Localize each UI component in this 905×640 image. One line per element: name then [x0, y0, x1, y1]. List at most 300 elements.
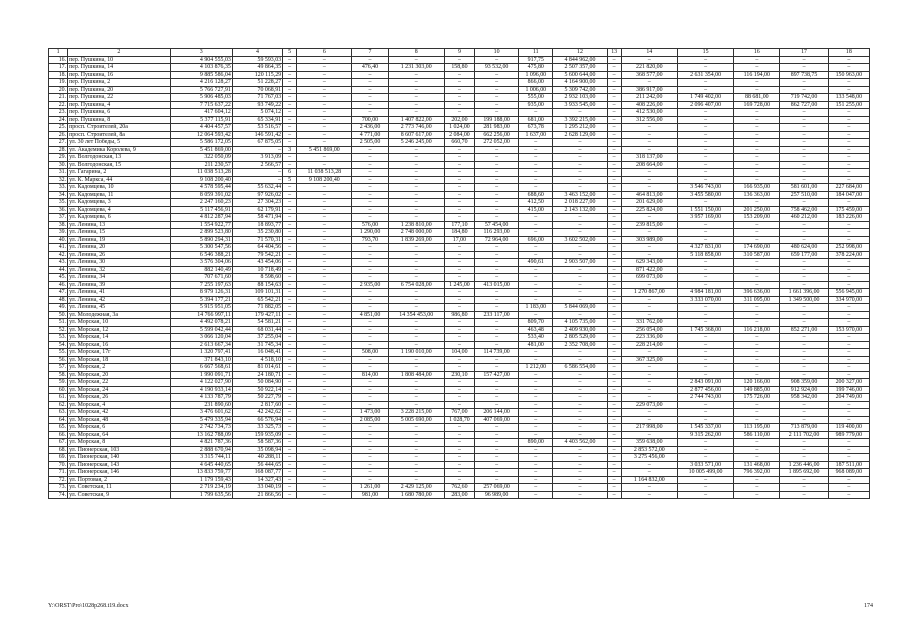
- address-cell: просп. Строителей, 20а: [68, 124, 170, 132]
- value-cell: –: [297, 356, 352, 364]
- value-cell: 33 325,73: [232, 424, 282, 432]
- value-cell: –: [621, 244, 677, 252]
- value-cell: –: [780, 439, 828, 447]
- value-cell: –: [232, 176, 282, 184]
- value-cell: –: [607, 236, 621, 244]
- value-cell: –: [677, 446, 733, 454]
- value-cell: –: [677, 64, 733, 72]
- value-cell: –: [780, 131, 828, 139]
- value-cell: –: [388, 56, 444, 64]
- value-cell: 4 404 457,57: [170, 124, 232, 132]
- value-cell: 2 744 743,00: [677, 394, 733, 402]
- value-cell: 257 510,00: [780, 191, 828, 199]
- value-cell: 1 637,00: [519, 131, 553, 139]
- value-cell: 386 917,00: [621, 86, 677, 94]
- value-cell: 8 979 126,31: [170, 289, 232, 297]
- row-number-cell: 52.: [49, 326, 68, 334]
- value-cell: –: [621, 169, 677, 177]
- value-cell: 256 054,00: [621, 326, 677, 334]
- value-cell: 37 255,04: [232, 334, 282, 342]
- value-cell: –: [607, 364, 621, 372]
- value-cell: –: [352, 71, 388, 79]
- value-cell: 6 754 028,00: [388, 281, 444, 289]
- value-cell: 229 073,00: [621, 401, 677, 409]
- value-cell: –: [607, 341, 621, 349]
- value-cell: –: [734, 124, 780, 132]
- value-cell: –: [734, 116, 780, 124]
- value-cell: –: [607, 191, 621, 199]
- value-cell: –: [607, 289, 621, 297]
- value-cell: 707 671,60: [170, 274, 232, 282]
- value-cell: –: [444, 394, 474, 402]
- value-cell: 378 224,00: [828, 251, 869, 259]
- value-cell: –: [828, 116, 869, 124]
- value-cell: 762,60: [444, 484, 474, 492]
- value-cell: –: [553, 244, 607, 252]
- value-cell: –: [607, 71, 621, 79]
- value-cell: 908 359,00: [780, 379, 828, 387]
- value-cell: 4 984 181,00: [677, 289, 733, 297]
- row-number-cell: 55.: [49, 349, 68, 357]
- value-cell: –: [352, 214, 388, 222]
- value-cell: 6 546 388,21: [170, 251, 232, 259]
- value-cell: 1 261,00: [352, 484, 388, 492]
- value-cell: –: [388, 266, 444, 274]
- value-cell: 1 024,00: [444, 124, 474, 132]
- row-number-cell: 66.: [49, 431, 68, 439]
- value-cell: 2 719 234,19: [170, 484, 232, 492]
- address-cell: ул. Морская, 16: [68, 341, 170, 349]
- value-cell: 871 422,00: [621, 266, 677, 274]
- value-cell: 2 505,00: [352, 139, 388, 147]
- value-cell: 696,00: [519, 236, 553, 244]
- column-header-9: 9: [444, 49, 474, 57]
- value-cell: –: [297, 401, 352, 409]
- value-cell: 8 059 391,02: [170, 191, 232, 199]
- value-cell: –: [734, 446, 780, 454]
- value-cell: 79 542,21: [232, 251, 282, 259]
- value-cell: –: [519, 251, 553, 259]
- value-cell: 334 970,00: [828, 296, 869, 304]
- value-cell: 113 195,00: [734, 424, 780, 432]
- value-cell: 3 913,09: [232, 154, 282, 162]
- value-cell: –: [621, 79, 677, 87]
- value-cell: 1 183,00: [519, 304, 553, 312]
- value-cell: 42 242,62: [232, 409, 282, 417]
- table-row: [49, 446, 870, 454]
- value-cell: 1 799 635,56: [170, 491, 232, 499]
- value-cell: 221 820,00: [621, 64, 677, 72]
- value-cell: –: [734, 86, 780, 94]
- value-cell: 14 327,43: [232, 476, 282, 484]
- value-cell: 4 821 787,36: [170, 439, 232, 447]
- value-cell: 50 227,79: [232, 394, 282, 402]
- value-cell: –: [444, 184, 474, 192]
- value-cell: 4 844 962,00: [553, 56, 607, 64]
- value-cell: –: [780, 86, 828, 94]
- value-cell: –: [519, 161, 553, 169]
- value-cell: 2 429 125,00: [388, 484, 444, 492]
- value-cell: –: [352, 326, 388, 334]
- value-cell: –: [607, 251, 621, 259]
- value-cell: –: [444, 364, 474, 372]
- value-cell: –: [352, 289, 388, 297]
- value-cell: –: [553, 461, 607, 469]
- value-cell: –: [388, 109, 444, 117]
- value-cell: –: [780, 229, 828, 237]
- value-cell: –: [677, 334, 733, 342]
- row-number-cell: 37.: [49, 214, 68, 222]
- value-cell: –: [553, 349, 607, 357]
- value-cell: –: [677, 349, 733, 357]
- value-cell: 116 194,00: [734, 71, 780, 79]
- value-cell: 53 516,57: [232, 124, 282, 132]
- value-cell: –: [475, 94, 519, 102]
- value-cell: –: [780, 116, 828, 124]
- value-cell: –: [297, 56, 352, 64]
- value-cell: –: [677, 161, 733, 169]
- value-cell: –: [734, 274, 780, 282]
- value-cell: 120 115,29: [232, 71, 282, 79]
- value-cell: –: [677, 454, 733, 462]
- value-cell: 17,00: [444, 236, 474, 244]
- address-cell: пер. Пушкина, 4: [68, 101, 170, 109]
- value-cell: 303 989,00: [621, 236, 677, 244]
- value-cell: 4 771,00: [352, 131, 388, 139]
- table-row: [49, 251, 870, 259]
- value-cell: 688,60: [519, 191, 553, 199]
- table-row: [49, 214, 870, 222]
- value-cell: –: [352, 424, 388, 432]
- value-cell: –: [283, 154, 297, 162]
- value-cell: 2 096 407,00: [677, 101, 733, 109]
- value-cell: 3 476 601,62: [170, 409, 232, 417]
- value-cell: –: [519, 289, 553, 297]
- row-number-cell: 42.: [49, 251, 68, 259]
- value-cell: –: [621, 371, 677, 379]
- value-cell: 4 904 555,03: [170, 56, 232, 64]
- address-cell: ул. Кадомцева, 11: [68, 191, 170, 199]
- row-number-cell: 51.: [49, 319, 68, 327]
- value-cell: 368 577,00: [621, 71, 677, 79]
- value-cell: –: [677, 281, 733, 289]
- value-cell: –: [734, 56, 780, 64]
- value-cell: 3: [283, 146, 297, 154]
- value-cell: –: [519, 379, 553, 387]
- address-cell: ул. Морская, 18: [68, 356, 170, 364]
- value-cell: –: [828, 169, 869, 177]
- value-cell: –: [621, 431, 677, 439]
- value-cell: –: [519, 484, 553, 492]
- value-cell: 2 742 734,73: [170, 424, 232, 432]
- value-cell: –: [388, 199, 444, 207]
- value-cell: –: [297, 259, 352, 267]
- value-cell: –: [388, 154, 444, 162]
- value-cell: 1 545 337,00: [677, 424, 733, 432]
- value-cell: –: [607, 484, 621, 492]
- value-cell: –: [444, 401, 474, 409]
- value-cell: –: [780, 199, 828, 207]
- value-cell: –: [553, 161, 607, 169]
- row-number-cell: 65.: [49, 424, 68, 432]
- value-cell: –: [519, 401, 553, 409]
- value-cell: 5 906 485,03: [170, 94, 232, 102]
- value-cell: –: [297, 109, 352, 117]
- value-cell: 2 888 670,94: [170, 446, 232, 454]
- row-number-cell: 26.: [49, 131, 68, 139]
- row-number-cell: 41.: [49, 244, 68, 252]
- address-cell: ул. Кадомцева, 4: [68, 206, 170, 214]
- value-cell: –: [352, 154, 388, 162]
- value-cell: –: [297, 191, 352, 199]
- value-cell: –: [283, 424, 297, 432]
- row-number-cell: 39.: [49, 229, 68, 237]
- address-cell: ул. Ленина, 32: [68, 266, 170, 274]
- value-cell: 4 216 128,27: [170, 79, 232, 87]
- table-row: [49, 341, 870, 349]
- value-cell: –: [519, 154, 553, 162]
- value-cell: –: [388, 184, 444, 192]
- value-cell: –: [780, 169, 828, 177]
- value-cell: 109 101,31: [232, 289, 282, 297]
- table-row: [49, 206, 870, 214]
- column-header-14: 14: [621, 49, 677, 57]
- value-cell: 179 427,11: [232, 311, 282, 319]
- value-cell: 50 922,14: [232, 386, 282, 394]
- address-cell: ул. Ленина, 42: [68, 296, 170, 304]
- value-cell: 10 005 499,00: [677, 469, 733, 477]
- value-cell: –: [621, 184, 677, 192]
- value-cell: 5 600 644,00: [553, 71, 607, 79]
- value-cell: –: [388, 169, 444, 177]
- value-cell: –: [475, 326, 519, 334]
- value-cell: –: [780, 109, 828, 117]
- value-cell: –: [283, 236, 297, 244]
- value-cell: –: [734, 304, 780, 312]
- value-cell: –: [388, 176, 444, 184]
- address-cell: ул. Волгодонская, 13: [68, 154, 170, 162]
- value-cell: –: [283, 326, 297, 334]
- value-cell: 6 667 568,61: [170, 364, 232, 372]
- address-cell: ул. Морская, 64: [68, 431, 170, 439]
- value-cell: –: [553, 491, 607, 499]
- value-cell: –: [475, 469, 519, 477]
- value-cell: –: [444, 476, 474, 484]
- value-cell: –: [553, 221, 607, 229]
- value-cell: –: [828, 371, 869, 379]
- value-cell: –: [297, 484, 352, 492]
- value-cell: –: [621, 349, 677, 357]
- table-row: [49, 454, 870, 462]
- value-cell: –: [677, 439, 733, 447]
- value-cell: –: [734, 161, 780, 169]
- value-cell: –: [621, 469, 677, 477]
- value-cell: –: [444, 259, 474, 267]
- row-number-cell: 53.: [49, 334, 68, 342]
- address-cell: ул. Морская, 22: [68, 379, 170, 387]
- value-cell: –: [444, 244, 474, 252]
- value-cell: –: [621, 484, 677, 492]
- value-cell: –: [283, 199, 297, 207]
- value-cell: –: [828, 259, 869, 267]
- value-cell: 586 110,00: [734, 431, 780, 439]
- table-row: [49, 161, 870, 169]
- value-cell: –: [734, 169, 780, 177]
- value-cell: 51 228,27: [232, 79, 282, 87]
- value-cell: 359 638,00: [621, 439, 677, 447]
- value-cell: 556 945,00: [828, 289, 869, 297]
- value-cell: –: [828, 139, 869, 147]
- address-cell: пер. Пушкина, 10: [68, 56, 170, 64]
- value-cell: 3 576 304,06: [170, 259, 232, 267]
- value-cell: 3 455 580,00: [677, 191, 733, 199]
- value-cell: –: [475, 169, 519, 177]
- value-cell: –: [607, 319, 621, 327]
- value-cell: 3 957 169,00: [677, 214, 733, 222]
- value-cell: 66 576,94: [232, 416, 282, 424]
- value-cell: 882 140,49: [170, 266, 232, 274]
- value-cell: 97 926,02: [232, 191, 282, 199]
- value-cell: –: [283, 364, 297, 372]
- value-cell: –: [475, 386, 519, 394]
- value-cell: –: [677, 146, 733, 154]
- value-cell: –: [297, 454, 352, 462]
- value-cell: –: [677, 109, 733, 117]
- value-cell: –: [519, 229, 553, 237]
- value-cell: 1 407 822,00: [388, 116, 444, 124]
- address-cell: ул. Советская, 11: [68, 484, 170, 492]
- row-number-cell: 33.: [49, 184, 68, 192]
- value-cell: –: [677, 371, 733, 379]
- value-cell: –: [475, 56, 519, 64]
- value-cell: –: [444, 326, 474, 334]
- value-cell: –: [621, 364, 677, 372]
- value-cell: 371 843,10: [170, 356, 232, 364]
- value-cell: –: [283, 56, 297, 64]
- value-cell: –: [734, 259, 780, 267]
- table-row: [49, 184, 870, 192]
- value-cell: –: [607, 334, 621, 342]
- value-cell: –: [519, 454, 553, 462]
- value-cell: –: [388, 326, 444, 334]
- value-cell: 11 038 513,28: [170, 169, 232, 177]
- value-cell: 67 875,05: [232, 139, 282, 147]
- row-number-cell: 59.: [49, 379, 68, 387]
- value-cell: –: [283, 334, 297, 342]
- value-cell: –: [780, 161, 828, 169]
- row-number-cell: 69.: [49, 454, 68, 462]
- value-cell: 2 507 357,00: [553, 64, 607, 72]
- value-cell: –: [553, 386, 607, 394]
- value-cell: 1 236 446,00: [780, 461, 828, 469]
- value-cell: –: [519, 274, 553, 282]
- value-cell: 2 628 129,00: [553, 131, 607, 139]
- value-cell: 331 762,00: [621, 319, 677, 327]
- value-cell: 415,00: [519, 206, 553, 214]
- value-cell: 1 808 484,00: [388, 371, 444, 379]
- value-cell: –: [475, 266, 519, 274]
- value-cell: –: [352, 334, 388, 342]
- value-cell: 862 727,00: [780, 101, 828, 109]
- value-cell: –: [297, 64, 352, 72]
- value-cell: –: [780, 281, 828, 289]
- value-cell: –: [475, 454, 519, 462]
- value-cell: –: [297, 116, 352, 124]
- table-row: [49, 461, 870, 469]
- value-cell: –: [519, 469, 553, 477]
- value-cell: –: [388, 439, 444, 447]
- value-cell: –: [780, 304, 828, 312]
- value-cell: 6: [283, 169, 297, 177]
- value-cell: 700,00: [352, 116, 388, 124]
- value-cell: 223 336,00: [621, 334, 677, 342]
- value-cell: 5 766 727,91: [170, 86, 232, 94]
- value-cell: –: [607, 409, 621, 417]
- value-cell: 200 327,00: [828, 379, 869, 387]
- value-cell: –: [677, 176, 733, 184]
- value-cell: 935,00: [519, 101, 553, 109]
- value-cell: 852 271,00: [780, 326, 828, 334]
- value-cell: –: [388, 379, 444, 387]
- value-cell: 174 690,00: [734, 244, 780, 252]
- value-cell: –: [677, 341, 733, 349]
- address-cell: ул. Портовая, 2: [68, 476, 170, 484]
- table-row: [49, 266, 870, 274]
- table-row: [49, 401, 870, 409]
- value-cell: –: [444, 379, 474, 387]
- value-cell: 202,00: [444, 116, 474, 124]
- value-cell: 890,00: [519, 439, 553, 447]
- value-cell: –: [734, 154, 780, 162]
- value-cell: 3 933 545,00: [553, 101, 607, 109]
- address-cell: ул. Морская, 17г: [68, 349, 170, 357]
- value-cell: –: [519, 349, 553, 357]
- value-cell: 2 877 456,00: [677, 386, 733, 394]
- value-cell: 104,00: [444, 349, 474, 357]
- value-cell: –: [475, 461, 519, 469]
- value-cell: 3 275 456,00: [621, 454, 677, 462]
- value-cell: 2 899 523,80: [170, 229, 232, 237]
- value-cell: –: [828, 86, 869, 94]
- value-cell: 2 085,00: [352, 416, 388, 424]
- value-cell: –: [475, 101, 519, 109]
- row-number-cell: 16.: [49, 56, 68, 64]
- value-cell: –: [677, 131, 733, 139]
- value-cell: –: [677, 416, 733, 424]
- value-cell: –: [553, 476, 607, 484]
- value-cell: 4 164 900,00: [553, 79, 607, 87]
- table-row: [49, 56, 870, 64]
- value-cell: –: [283, 101, 297, 109]
- table-row: [49, 439, 870, 447]
- value-cell: –: [828, 341, 869, 349]
- column-header-2: 2: [68, 49, 170, 57]
- address-cell: ул. Морская, 2: [68, 364, 170, 372]
- value-cell: –: [388, 431, 444, 439]
- value-cell: –: [734, 371, 780, 379]
- value-cell: 6 586 554,00: [553, 364, 607, 372]
- row-number-cell: 56.: [49, 356, 68, 364]
- value-cell: 5 309 742,00: [553, 86, 607, 94]
- value-cell: –: [475, 476, 519, 484]
- value-cell: 24 180,71: [232, 371, 282, 379]
- value-cell: –: [621, 176, 677, 184]
- value-cell: 1 190 010,00: [388, 349, 444, 357]
- value-cell: 33 040,19: [232, 484, 282, 492]
- value-cell: –: [283, 476, 297, 484]
- value-cell: –: [519, 221, 553, 229]
- value-cell: –: [828, 401, 869, 409]
